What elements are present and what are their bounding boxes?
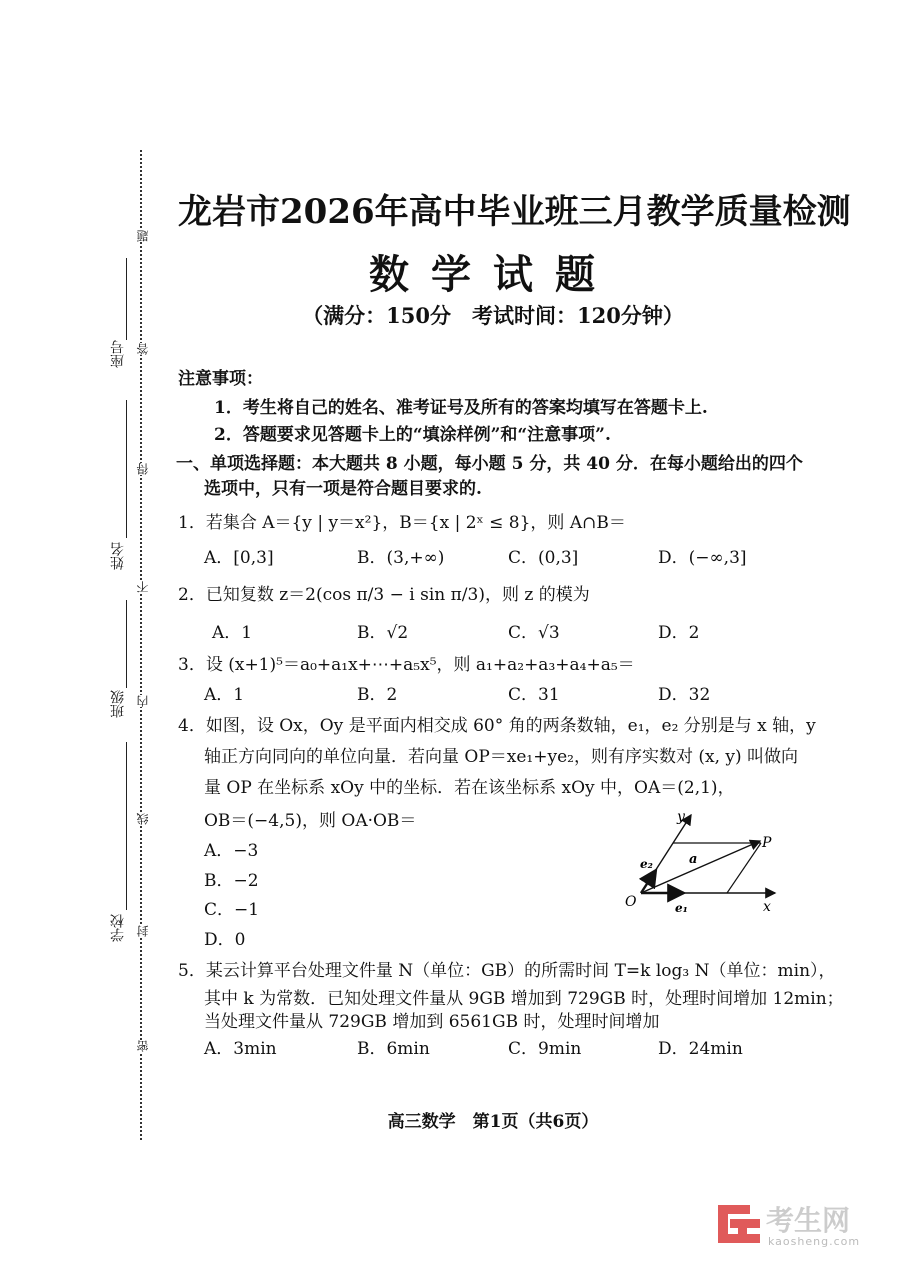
seal-char-ti: 题 bbox=[136, 230, 150, 242]
exam-title: 龙岩市2026年高中毕业班三月教学质量检测 bbox=[178, 192, 851, 232]
watermark-url: kaosheng.com bbox=[768, 1235, 861, 1248]
watermark-logo bbox=[716, 1199, 886, 1253]
q4-oblique-axes-figure bbox=[615, 805, 790, 920]
q5-stem-line1: 5．某云计算平台处理文件量 N（单位：GB）的所需时间 T=k log₃ N（单位：min）， bbox=[178, 961, 836, 981]
section1-line2: 选项中，只有一项是符合题目要求的. bbox=[204, 479, 482, 499]
q5-option-d: D．24min bbox=[658, 1039, 743, 1059]
q4-option-c: C．−1 bbox=[204, 900, 260, 920]
exam-meta: （满分：150分 考试时间：120分钟） bbox=[302, 303, 684, 328]
seal-char-nei: 内 bbox=[136, 695, 150, 707]
label-a: a bbox=[689, 852, 698, 867]
watermark-brand: 考生网 bbox=[766, 1204, 851, 1237]
kaosheng-logo-icon bbox=[716, 1201, 762, 1247]
q3-option-a: A．1 bbox=[204, 685, 245, 705]
class-line bbox=[126, 600, 127, 688]
q4-stem-line3: 量 OP 在坐标系 xOy 中的坐标．若在该坐标系 xOy 中，OA＝(2,1)， bbox=[204, 778, 735, 798]
exam-subtitle: 数学试题 bbox=[369, 251, 617, 298]
label-e2: e₂ bbox=[640, 857, 653, 871]
q4-option-a: A．−3 bbox=[204, 841, 259, 861]
q3-option-d: D．32 bbox=[658, 685, 711, 705]
q5-option-c: C．9min bbox=[508, 1039, 582, 1059]
q5-option-a: A．3min bbox=[204, 1039, 277, 1059]
notice-heading: 注意事项： bbox=[178, 369, 263, 389]
q4-stem-line4: OB＝(−4,5)，则 OA·OB＝ bbox=[204, 811, 417, 831]
q4-option-b: B．−2 bbox=[204, 871, 259, 891]
q1-option-a: A．[0,3] bbox=[204, 548, 274, 568]
seal-char-mi: 密 bbox=[136, 1040, 150, 1052]
q5-option-b: B．6min bbox=[357, 1039, 430, 1059]
q2-option-d: D．2 bbox=[658, 623, 700, 643]
q2-stem: 2．已知复数 z＝2(cos π/3 − i sin π/3)，则 z 的模为 bbox=[178, 585, 590, 605]
q1-option-c: C．(0,3] bbox=[508, 548, 579, 568]
seal-char-xian: 线 bbox=[136, 813, 150, 825]
q2-option-b: B．√2 bbox=[357, 623, 409, 643]
seal-char-de: 得 bbox=[136, 463, 150, 475]
class-label: 班级 bbox=[110, 690, 126, 718]
notice-item-1: 1．考生将自己的姓名、准考证号及所有的答案均填写在答题卡上. bbox=[214, 398, 708, 418]
parallel-right bbox=[727, 843, 761, 893]
q5-stem-line2: 其中 k 为常数．已知处理文件量从 9GB 增加到 729GB 时，处理时间增加 12min； bbox=[204, 989, 844, 1009]
seal-char-da: 答 bbox=[136, 343, 150, 355]
q4-option-d: D．0 bbox=[204, 930, 246, 950]
q1-stem: 1．若集合 A＝{y | y＝x²}，B＝{x | 2ˣ ≤ 8}，则 A∩B＝ bbox=[178, 513, 626, 533]
q1-option-d: D．(−∞,3] bbox=[658, 548, 747, 568]
q5-stem-line3: 当处理文件量从 729GB 增加到 6561GB 时，处理时间增加 bbox=[204, 1012, 660, 1032]
q3-option-c: C．31 bbox=[508, 685, 560, 705]
school-label: 学校 bbox=[110, 914, 126, 942]
label-e1: e₁ bbox=[675, 901, 688, 915]
label-o: O bbox=[625, 894, 637, 910]
section1-line1: 一、单项选择题：本大题共 8 小题，每小题 5 分，共 40 分．在每小题给出的四个 bbox=[176, 454, 803, 474]
label-y: y bbox=[677, 809, 685, 825]
notice-item-2: 2．答题要求见答题卡上的“填涂样例”和“注意事项”. bbox=[214, 425, 611, 445]
q4-stem-line1: 4．如图，设 Ox，Oy 是平面内相交成 60° 角的两条数轴，e₁，e₂ 分别是与 x 轴，y bbox=[178, 716, 816, 736]
binding-dotted-line bbox=[140, 150, 142, 1140]
label-p: P bbox=[762, 835, 772, 851]
seal-char-bu: 不 bbox=[136, 581, 150, 593]
vector-a bbox=[641, 841, 760, 893]
name-line bbox=[126, 400, 127, 538]
seat-number-line bbox=[126, 258, 127, 340]
q3-option-b: B．2 bbox=[357, 685, 398, 705]
q3-stem: 3．设 (x+1)⁵＝a₀+a₁x+⋯+a₅x⁵，则 a₁+a₂+a₃+a₄+a₅＝ bbox=[178, 655, 635, 675]
label-x: x bbox=[763, 899, 771, 915]
seat-number-label: 座号 bbox=[110, 340, 126, 368]
q2-option-c: C．√3 bbox=[508, 623, 560, 643]
page-footer: 高三数学 第1页（共6页） bbox=[387, 1112, 599, 1132]
q4-stem-line2: 轴正方向同向的单位向量．若向量 OP＝xe₁+ye₂，则有序实数对 (x, y) 叫做向 bbox=[204, 747, 799, 767]
school-line bbox=[126, 742, 127, 910]
q1-option-b: B．(3,+∞) bbox=[357, 548, 445, 568]
name-label: 姓名 bbox=[110, 542, 126, 570]
seal-char-feng: 封 bbox=[136, 925, 150, 937]
q2-option-a: A．1 bbox=[212, 623, 253, 643]
